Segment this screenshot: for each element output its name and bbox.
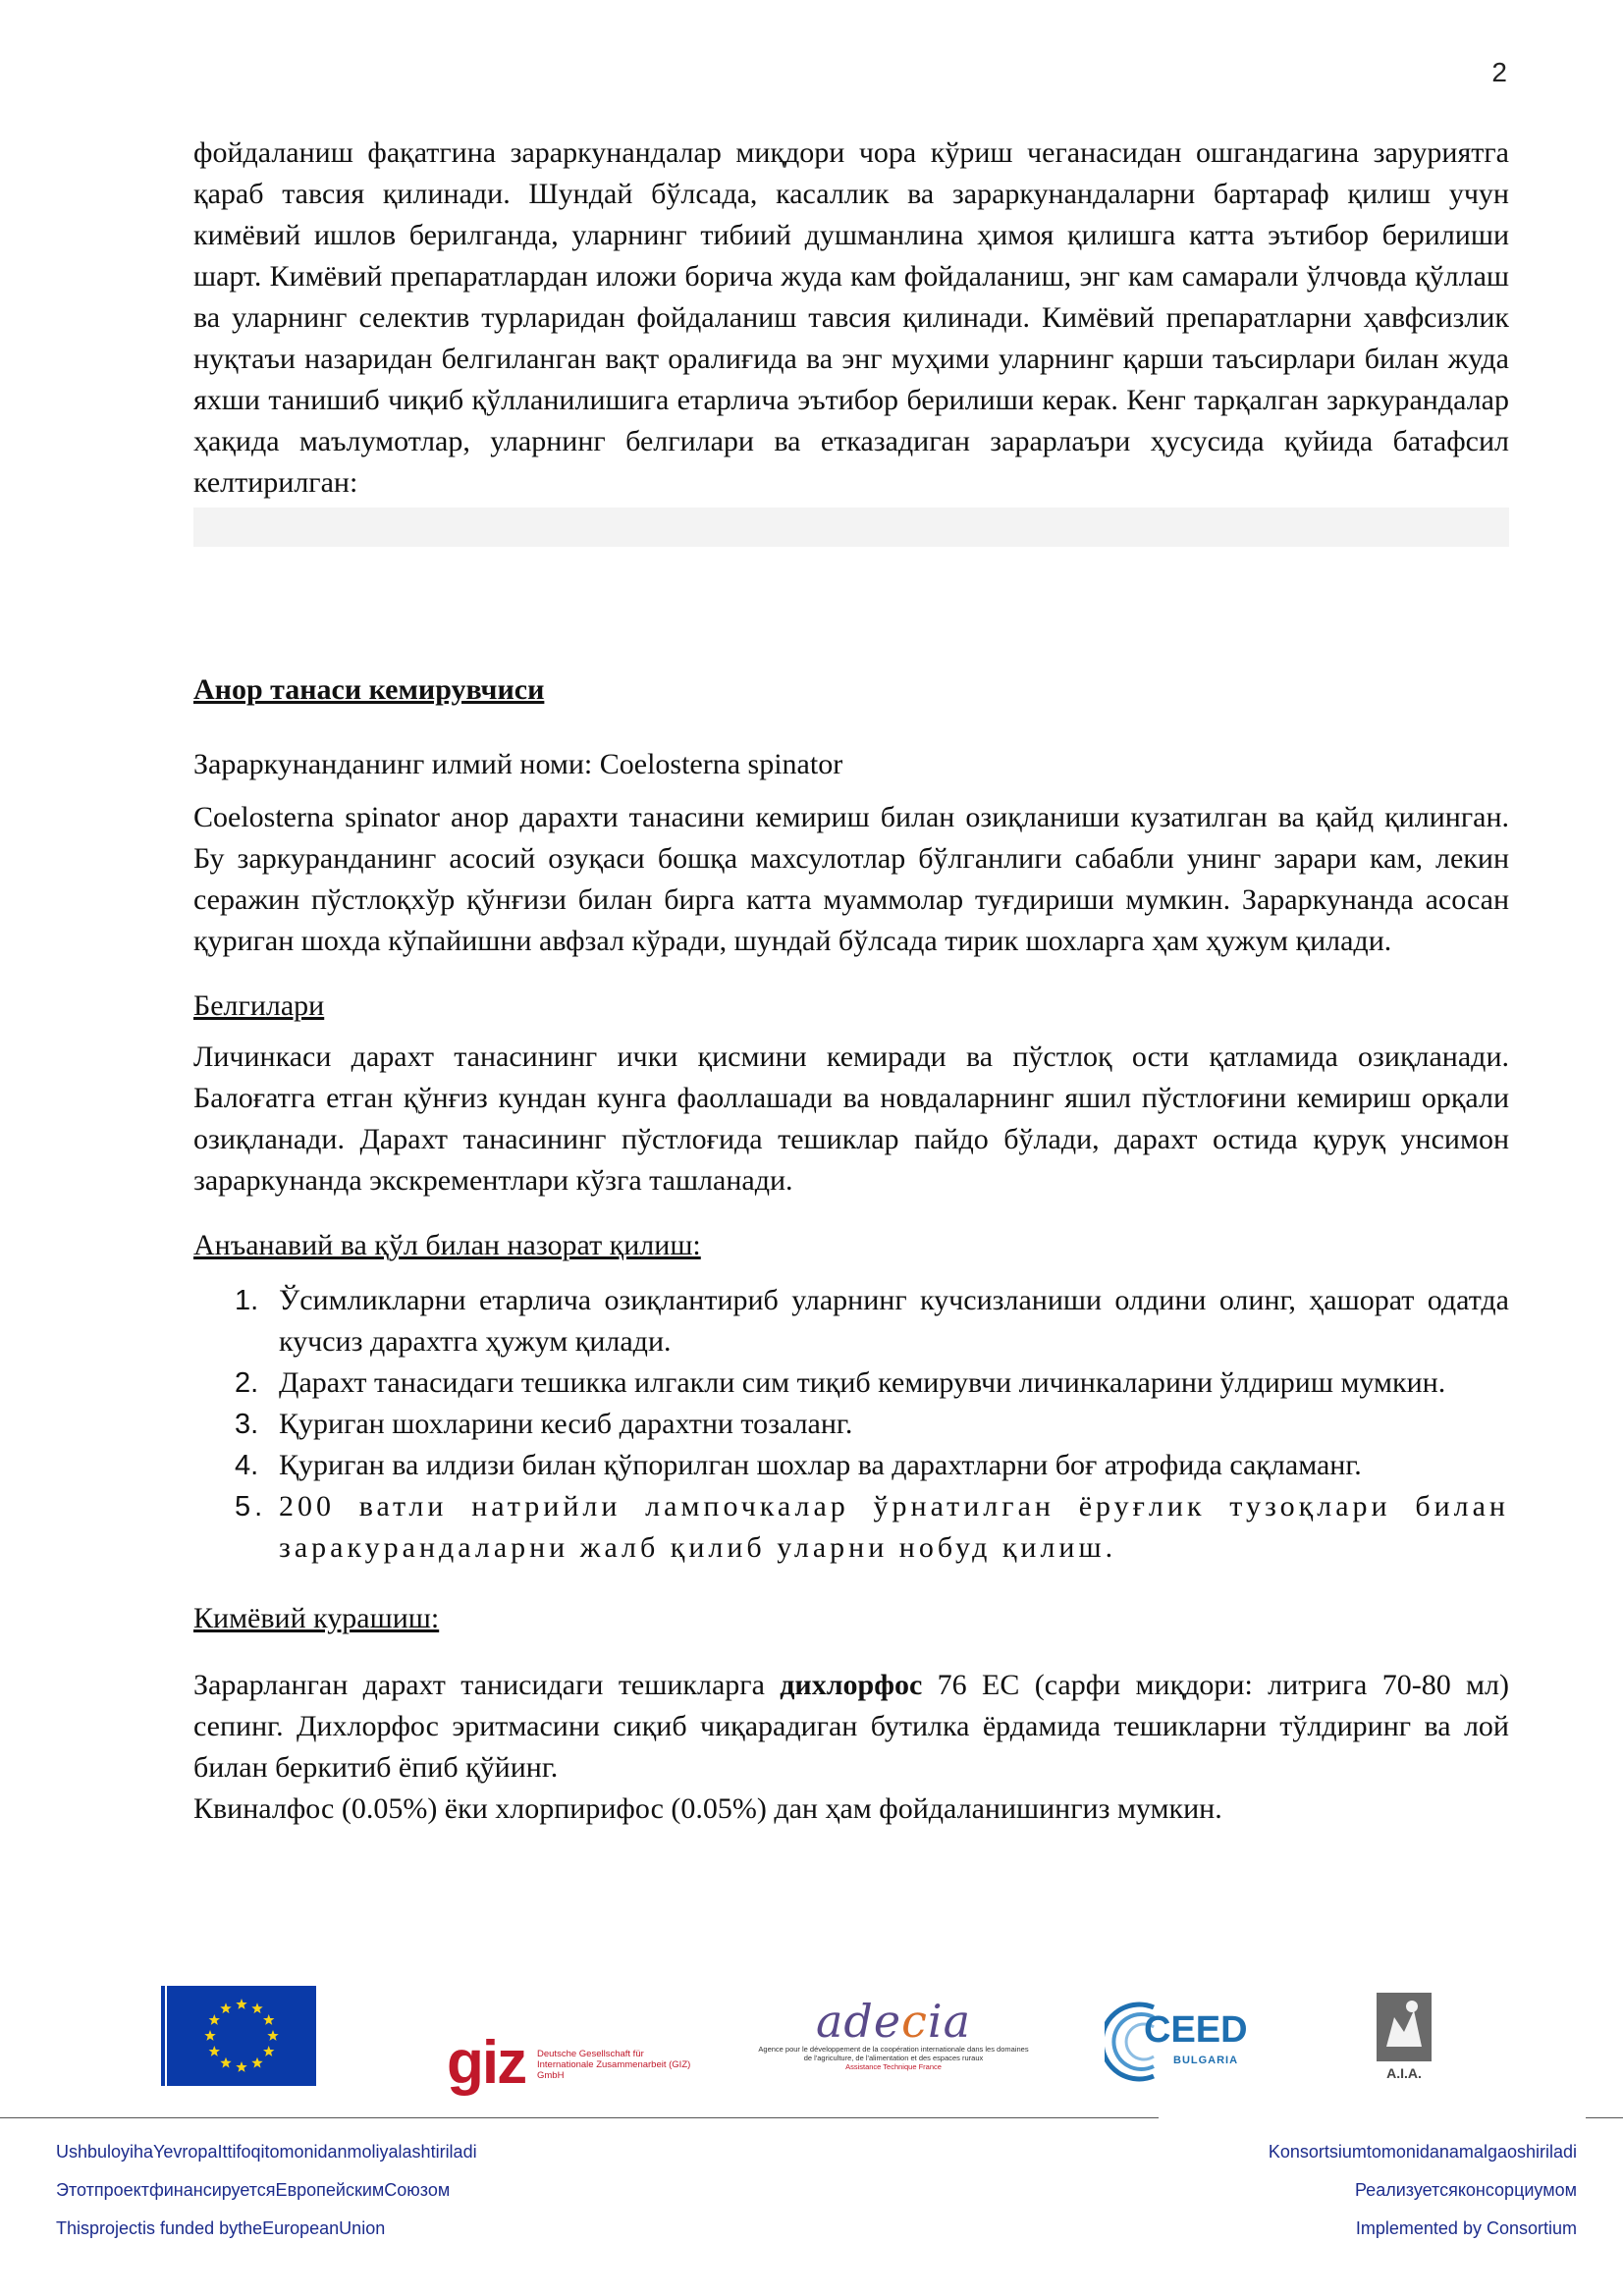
list-number: 4. xyxy=(235,1450,259,1481)
list-item xyxy=(193,1362,1509,1404)
aia-emblem-icon xyxy=(1377,1993,1432,2061)
giz-mark: giz xyxy=(447,2029,526,2097)
list-number: 5. xyxy=(235,1491,267,1522)
eu-star-icon xyxy=(251,2057,262,2068)
list-item xyxy=(193,1445,1509,1486)
document-body xyxy=(193,133,1509,1830)
footer-funding-note xyxy=(56,2133,477,2248)
control-heading: Анъанавий ва қўл билан назорат қилиш: xyxy=(193,1229,701,1261)
signs-text: Личинкаси дарахт танасининг ички қисмини кемиради ва пўстлоқ ости қатламида озиқланади. Балоғатга етган қўнғиз кундан кунга фаоллашади ва новдаларнинг яшил пўстлоғини кемириш орқали озиқланади. Дарахт танасининг пўстлоғида тешиклар пайдо бўлади, дарахт остида қуруқ унсимон зараркунанда экскрементлари кўзга ташланади. xyxy=(193,1041,1509,1197)
footer-line: Реализуетсяконсорциумом xyxy=(1354,2180,1577,2200)
scientific-name: Зараркунанданинг илмий номи: Coelosterna spinator xyxy=(193,748,843,780)
signs-heading: Белгилари xyxy=(193,989,325,1022)
footer-line: Implemented by Consortium xyxy=(1355,2218,1577,2238)
chemical-heading: Кимёвий курашиш: xyxy=(193,1602,440,1634)
list-text: Қуриган шохларини кесиб дарахтни тозаланг. xyxy=(279,1408,853,1440)
giz-text: Deutsche Gesellschaft für Internationale Zusammenarbeit (GIZ) GmbH xyxy=(537,2049,691,2081)
giz-logo xyxy=(447,2029,691,2097)
chemical-product-name: дихлорфос xyxy=(780,1669,923,1701)
footer-divider xyxy=(0,2117,1159,2118)
eu-star-icon xyxy=(220,2002,231,2013)
section-title: Анор танаси кемирувчиси xyxy=(193,673,545,706)
list-number: 1. xyxy=(235,1285,259,1316)
eu-star-icon xyxy=(209,2014,220,2025)
footer-line: ЭтотпроектфинансируетсяЕвропейскимСоюзом xyxy=(56,2180,451,2200)
eu-star-icon xyxy=(204,2030,215,2041)
adecia-subtitle: Agence pour le développement de la coopération internationale dans les domaines de l'agriculture, de l'alimentation et des espaces ruraux xyxy=(758,2045,1029,2062)
chemical-text-after: 76 ЕС (сарфи миқдори: литрига 70-80 мл) сепинг. Дихлорфос эритмасини сиқиб чиқарадиган бутилка ёрдамида тешикларни тўлдиринг ва лой билан беркитиб ёпиб қўйинг. xyxy=(193,1669,1510,1784)
eu-star-icon xyxy=(236,1999,246,2009)
pest-description: Coelosterna spinator анор дарахти танасини кемириш билан озиқланиши кузатилган ва қайд қилинган. Бу заркуранданинг асосий озуқаси бошқа махсулотлар бўлганлиги сабабли унинг зарари кам, лекин серажин пўстлоқхўр қўнғизи билан бирга катта муаммолар туғдириши мумкин. Зараркунанда асосан қуриган шохда кўпайишни авфзал кўради, шундай бўлсада тирик шохларга ҳам ҳужум қилади. xyxy=(193,801,1509,957)
shaded-divider xyxy=(193,507,1509,547)
list-text: Дарахт танасидаги тешикка илгакли сим тиқиб кемирувчи личинкаларини ўлдириш мумкин. xyxy=(279,1366,1446,1399)
adecia-mark: adecia xyxy=(816,1995,971,2048)
footer-line: UshbuloyihaYevropaIttifoqitomonidanmoliyalashtiriladi xyxy=(56,2142,477,2162)
list-item xyxy=(193,1280,1509,1362)
eu-star-icon xyxy=(209,2046,220,2056)
eu-star-icon xyxy=(251,2002,262,2013)
aia-label: A.I.A. xyxy=(1386,2065,1422,2081)
footer-line: Thisprojectis funded bytheEuropeanUnion xyxy=(56,2218,386,2238)
footer-consortium-note xyxy=(1269,2133,1577,2248)
eu-star-icon xyxy=(236,2061,246,2072)
eu-star-icon xyxy=(267,2030,278,2041)
list-text: Қуриган ва илдизи билан қўпорилган шохлар ва дарахтларни боғ атрофида сақламанг. xyxy=(279,1449,1362,1481)
list-text: Ўсимликларни етарлича озиқлантириб уларнинг кучсизланиши олдини олинг, ҳашорат одатда кучсиз дарахтга ҳужум қилади. xyxy=(279,1284,1509,1358)
control-list xyxy=(193,1280,1509,1569)
chemical-text xyxy=(193,1665,1509,1789)
eu-star-icon xyxy=(220,2057,231,2068)
adecia-subtitle-2: Assistance Technique France xyxy=(845,2062,942,2071)
ceed-subtitle: BULGARIA xyxy=(1173,2055,1239,2066)
ceed-word: CEED xyxy=(1144,2009,1248,2051)
sponsor-logos xyxy=(0,1978,1623,2106)
footer-line: Konsortsiumtomonidanamalgaoshiriladi xyxy=(1268,2142,1577,2162)
page-number: 2 xyxy=(1491,57,1507,87)
adecia-logo xyxy=(756,1995,1031,2071)
chemical-text-before: Зарарланган дарахт танисидаги тешикларга xyxy=(193,1669,781,1701)
eu-star-icon xyxy=(263,2014,274,2025)
footer-divider xyxy=(1586,2117,1623,2118)
aia-logo xyxy=(1375,1993,1434,2091)
list-item xyxy=(193,1486,1509,1569)
eu-stars-icon xyxy=(167,1986,316,2086)
eu-flag-logo xyxy=(167,1986,316,2086)
list-text: 200 ватли натрийли лампочкалар ўрнатилган ёруғлик тузоқлари билан заракурандаларни жалб қилиб уларни нобуд қилиш. xyxy=(279,1490,1509,1564)
intro-paragraph: фойдаланиш фақатгина зараркунандалар миқдори чора кўриш чеганасидан ошгандагина зарурият​га қараб тавсия қилинади. Шундай бўлсада, касаллик ва зараркунандаларни бартараф қилиш учун кимёвий ишлов берилганда, уларнинг тибиий душманлина ҳимоя қилишга катта эътибор берилиши шарт. Кимёвий препаратлардан иложи борича жуда кам фойдаланиш, энг кам самарали ўлчовда қўллаш ва уларнинг селектив турларидан фойдаланиш тавсия қилинади. Кимёвий препаратларни ҳавфсизлик нуқтаъи назаридан белгиланган вақт оралиғида ва энг муҳими уларнинг қарши таъсирлари билан жуда яхши танишиб чиқиб қўлланилишига етарлича эътибор берилиши керак. Кенг тарқалган заркурандалар ҳақида маълумотлар, уларнинг белгилари ва етказадиган зарарлаъри ҳусусида қуйида батафсил келтирилган: xyxy=(193,136,1509,499)
list-number: 3. xyxy=(235,1409,259,1440)
eu-star-icon xyxy=(263,2046,274,2056)
list-item xyxy=(193,1404,1509,1445)
ceed-logo xyxy=(1105,1998,1262,2086)
list-number: 2. xyxy=(235,1367,259,1399)
chemical-alternative-text: Квиналфос (0.05%) ёки хлорпирифос (0.05%) дан ҳам фойдаланишингиз мумкин. xyxy=(193,1792,1222,1825)
